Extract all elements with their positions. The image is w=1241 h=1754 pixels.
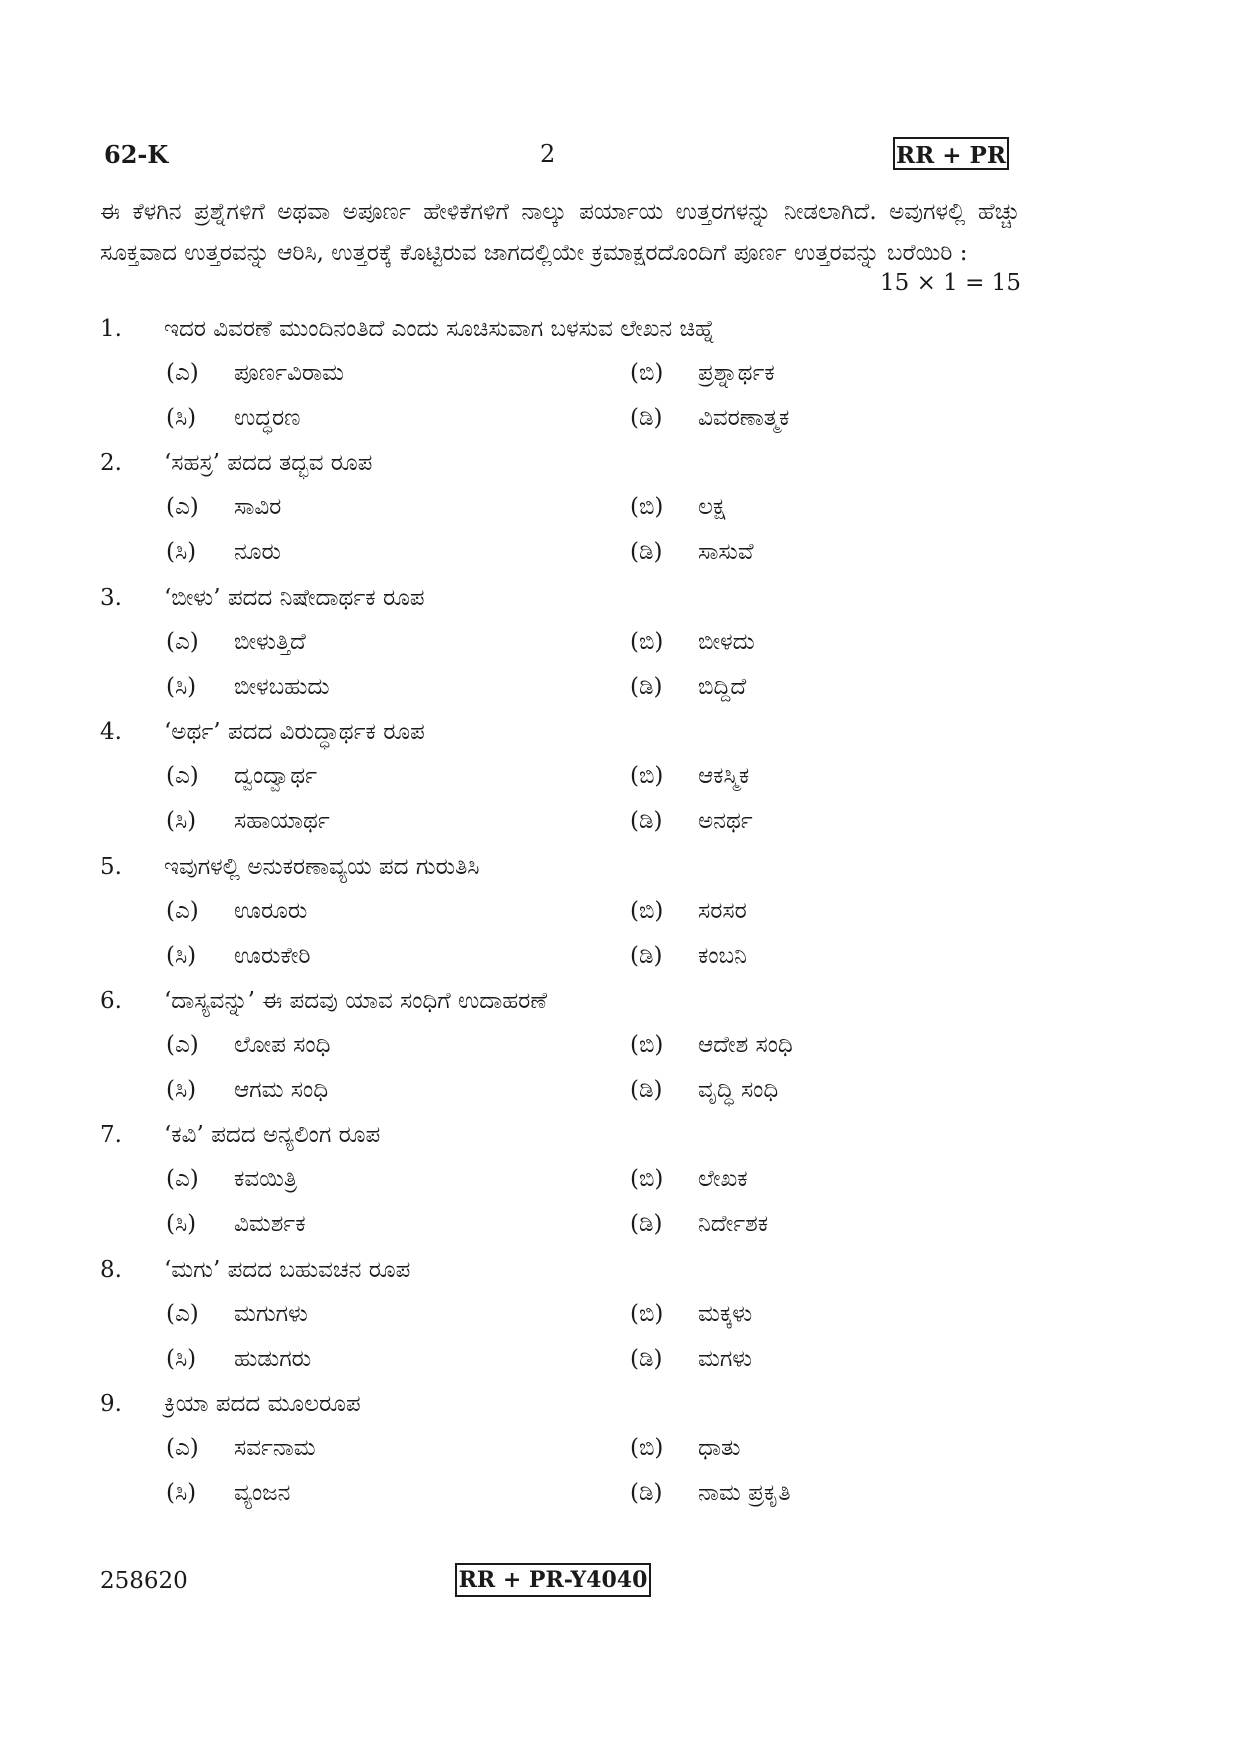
- option-label: (ಸಿ): [166, 674, 197, 700]
- question-text: ‘ಕವಿ’ ಪದದ ಅನ್ಯಲಿಂಗ ರೂಪ: [164, 1122, 381, 1148]
- option-label: (ಡಿ): [630, 1480, 663, 1506]
- option-label: (ಡಿ): [630, 539, 663, 565]
- question-number: 6.: [100, 988, 122, 1014]
- option-text: ಸಾವಿರ: [234, 494, 282, 520]
- option-text: ಊರುಕೇರಿ: [234, 943, 311, 969]
- option-text: ವಿವರಣಾತ್ಮಕ: [698, 405, 790, 431]
- option-label: (ಸಿ): [166, 1211, 197, 1237]
- option-label: (ಡಿ): [630, 808, 663, 834]
- option-label: (ಸಿ): [166, 808, 197, 834]
- question-number: 5.: [100, 854, 122, 880]
- option-text: ಸರಸರ: [698, 898, 747, 924]
- paper-code-box: RR + PR-Y4040: [455, 1563, 651, 1597]
- option-label: (ಬಿ): [630, 629, 664, 655]
- option-text: ಧಾತು: [698, 1435, 741, 1461]
- option-text: ಹುಡುಗರು: [234, 1346, 312, 1372]
- option-label: (ಡಿ): [630, 943, 663, 969]
- question-number: 8.: [100, 1257, 122, 1283]
- option-text: ವ್ಯಂಜನ: [234, 1480, 291, 1506]
- option-label: (ಎ): [166, 1435, 199, 1461]
- option-label: (ಡಿ): [630, 1211, 663, 1237]
- question-number: 2.: [100, 450, 122, 476]
- instructions: ಈ ಕೆಳಗಿನ ಪ್ರಶ್ನೆಗಳಿಗೆ ಅಥವಾ ಅಪೂರ್ಣ ಹೇಳಿಕೆಗಳಿಗೆ ನಾಲ್ಕು ಪರ್ಯಾಯ ಉತ್ತರಗಳನ್ನು ನೀಡಲಾಗಿದೆ. ಅವುಗಳಲ್ಲಿ ಹೆಚ್ಚು ಸೂಕ್ತವಾದ ಉತ್ತರವನ್ನು ಆರಿಸಿ, ಉತ್ತರಕ್ಕೆ ಕೊಟ್ಟಿರುವ ಜಾಗದಲ್ಲಿಯೇ ಕ್ರಮಾಕ್ಷರದೊಂದಿಗೆ ಪೂರ್ಣ ಉತ್ತರವನ್ನು ಬರೆಯಿರಿ :: [100, 199, 1020, 266]
- option-label: (ಬಿ): [630, 898, 664, 924]
- question-text: ‘ಅರ್ಥ’ ಪದದ ವಿರುದ್ಧಾರ್ಥಕ ರೂಪ: [164, 719, 425, 745]
- option-label: (ಸಿ): [166, 943, 197, 969]
- option-text: ಬೀಳುತ್ತಿದೆ: [234, 629, 306, 655]
- option-text: ಪೂರ್ಣವಿರಾಮ: [234, 360, 344, 386]
- paper-code: 62-K: [104, 140, 169, 169]
- option-text: ಮಗುಗಳು: [234, 1301, 308, 1327]
- serial-number: 258620: [100, 1568, 188, 1594]
- option-label: (ಬಿ): [630, 1435, 664, 1461]
- option-text: ಊರೂರು: [234, 898, 308, 924]
- option-label: (ಡಿ): [630, 674, 663, 700]
- option-text: ಬೀಳಬಹುದು: [234, 674, 330, 700]
- option-label: (ಸಿ): [166, 405, 197, 431]
- option-text: ಮಕ್ಕಳು: [698, 1301, 753, 1327]
- option-text: ಕವಯಿತ್ರಿ: [234, 1166, 297, 1192]
- option-text: ಕಂಬನಿ: [698, 943, 747, 969]
- question-text: ಇದರ ವಿವರಣೆ ಮುಂದಿನಂತಿದೆ ಎಂದು ಸೂಚಿಸುವಾಗ ಬಳಸುವ ಲೇಖನ ಚಿಹ್ನೆ: [164, 316, 715, 342]
- option-label: (ಎ): [166, 494, 199, 520]
- question-number: 9.: [100, 1391, 122, 1417]
- option-label: (ಬಿ): [630, 360, 664, 386]
- option-text: ಆದೇಶ ಸಂಧಿ: [698, 1032, 793, 1058]
- option-label: (ಡಿ): [630, 1346, 663, 1372]
- option-text: ಲೋಪ ಸಂಧಿ: [234, 1032, 331, 1058]
- option-label: (ಎ): [166, 1301, 199, 1327]
- option-label: (ಎ): [166, 1166, 199, 1192]
- option-text: ಆಕಸ್ಮಿಕ: [698, 763, 750, 789]
- question-text: ‘ಬೀಳು’ ಪದದ ನಿಷೇದಾರ್ಥಕ ರೂಪ: [164, 585, 425, 611]
- option-label: (ಎ): [166, 1032, 199, 1058]
- option-text: ನಾಮ ಪ್ರಕೃತಿ: [698, 1480, 791, 1506]
- question-text: ‘ಮಗು’ ಪದದ ಬಹುವಚನ ರೂಪ: [164, 1257, 411, 1283]
- question-number: 7.: [100, 1122, 122, 1148]
- question-text: ‘ದಾಸ್ಯವನ್ನು’ ಈ ಪದವು ಯಾವ ಸಂಧಿಗೆ ಉದಾಹರಣೆ: [164, 988, 548, 1014]
- option-label: (ಎ): [166, 898, 199, 924]
- option-label: (ಬಿ): [630, 763, 664, 789]
- option-label: (ಎ): [166, 763, 199, 789]
- question-text: ‘ಸಹಸ್ರ’ ಪದದ ತದ್ಭವ ರೂಪ: [164, 450, 373, 476]
- option-label: (ಡಿ): [630, 1077, 663, 1103]
- option-label: (ಸಿ): [166, 1480, 197, 1506]
- question-text: ಕ್ರಿಯಾ ಪದದ ಮೂಲರೂಪ: [164, 1391, 361, 1417]
- option-label: (ಸಿ): [166, 1077, 197, 1103]
- option-label: (ಬಿ): [630, 1032, 664, 1058]
- option-text: ಅನರ್ಥ: [698, 808, 753, 834]
- option-text: ಆಗಮ ಸಂಧಿ: [234, 1077, 329, 1103]
- option-text: ಬಿದ್ದಿದೆ: [698, 674, 747, 700]
- question-text: ಇವುಗಳಲ್ಲಿ ಅನುಕರಣಾವ್ಯಯ ಪದ ಗುರುತಿಸಿ: [164, 854, 480, 880]
- option-text: ಸಹಾಯಾರ್ಥ: [234, 808, 330, 834]
- question-number: 4.: [100, 719, 122, 745]
- option-label: (ಎ): [166, 360, 199, 386]
- page-number: 2: [540, 140, 556, 168]
- paper-type-box: RR + PR: [893, 137, 1009, 170]
- option-text: ಬೀಳದು: [698, 629, 755, 655]
- option-text: ದ್ವಂದ್ವಾರ್ಥ: [234, 763, 318, 789]
- option-text: ಮಗಳು: [698, 1346, 753, 1372]
- option-text: ವೃದ್ಧಿ ಸಂಧಿ: [698, 1077, 779, 1103]
- option-text: ಸಾಸುವೆ: [698, 539, 754, 565]
- option-text: ಲಕ್ಷ: [698, 494, 726, 520]
- option-text: ಪ್ರಶ್ನಾರ್ಥಕ: [698, 360, 775, 386]
- question-number: 1.: [100, 316, 122, 342]
- option-label: (ಬಿ): [630, 1166, 664, 1192]
- option-text: ವಿಮರ್ಶಕ: [234, 1211, 306, 1237]
- option-label: (ಎ): [166, 629, 199, 655]
- option-label: (ಸಿ): [166, 539, 197, 565]
- option-text: ಸರ್ವನಾಮ: [234, 1435, 316, 1461]
- marks-allocation: 15 × 1 = 15: [880, 270, 1021, 296]
- option-text: ಲೇಖಕ: [698, 1166, 748, 1192]
- option-text: ಉದ್ಧರಣ: [234, 405, 301, 431]
- option-label: (ಸಿ): [166, 1346, 197, 1372]
- option-text: ನಿರ್ದೇಶಕ: [698, 1211, 769, 1237]
- option-label: (ಬಿ): [630, 1301, 664, 1327]
- option-label: (ಬಿ): [630, 494, 664, 520]
- question-number: 3.: [100, 585, 122, 611]
- option-label: (ಡಿ): [630, 405, 663, 431]
- option-text: ನೂರು: [234, 539, 281, 565]
